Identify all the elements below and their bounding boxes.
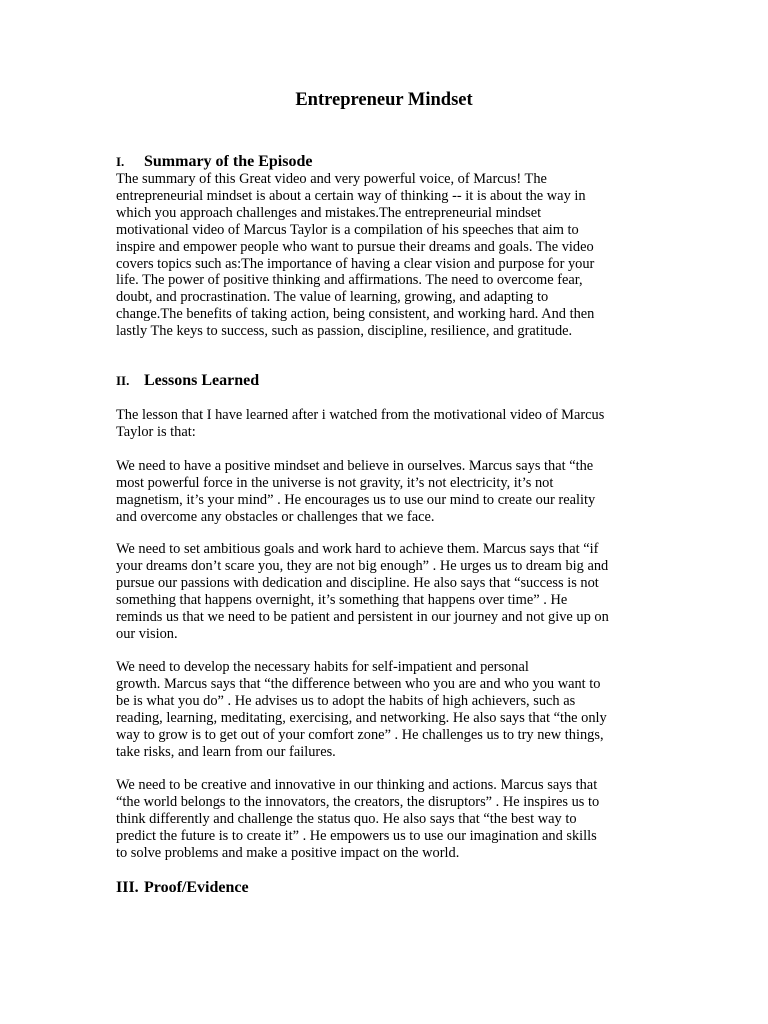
paragraph (116, 777, 652, 862)
body-line: We need to develop the necessary habits for self-impatient and personal (116, 659, 529, 675)
body-line: covers topics such as:The importance of having a clear vision and purpose for your (116, 255, 595, 272)
body-line: We need to be creative and innovative in our thinking and actions. Marcus says that (116, 777, 598, 793)
body-line: inspire and empower people who want to pursue their dreams and goals. The video (116, 238, 594, 255)
body-line: take risks, and learn from our failures. (116, 743, 336, 760)
body-line: think differently and challenge the status quo. He also says that “the best way to (116, 810, 577, 827)
body-line: reading, learning, meditating, exercising, and networking. He also says that “the only (116, 709, 607, 726)
document-title: Entrepreneur Mindset (295, 90, 473, 110)
section-3-number: III. (116, 879, 139, 896)
section-3-title: Proof/Evidence (144, 879, 249, 896)
body-line: reminds us that we need to be patient and persistent in our journey and not give up on (116, 608, 609, 625)
body-line: motivational video of Marcus Taylor is a compilation of his speeches that aim to (116, 221, 579, 238)
section-3-heading (116, 878, 249, 897)
section-1-title: Summary of the Episode (144, 153, 313, 170)
body-line: magnetism, it’s your mind” . He encourages us to use our mind to create our reality (116, 491, 596, 508)
body-line: something that happens overnight, it’s something that happens over time” . He (116, 591, 568, 608)
body-line: way to grow is to get out of your comfort zone” . He challenges us to try new things, (116, 726, 604, 743)
body-line: our vision. (116, 625, 178, 642)
section-2-title: Lessons Learned (144, 372, 260, 389)
body-line: life. The power of positive thinking and affirmations. The need to overcome fear, (116, 272, 583, 289)
body-line: most powerful force in the universe is not gravity, it’s not electricity, it’s not (116, 474, 554, 491)
body-line: doubt, and procrastination. The value of learning, growing, and adapting to (116, 289, 549, 306)
section-1-number: I. (116, 154, 125, 169)
section-2-number: II. (116, 373, 130, 388)
body-line: and overcome any obstacles or challenges that we face. (116, 508, 435, 525)
body-line: your dreams don’t scare you, they are not big enough” . He urges us to dream big and (116, 557, 609, 574)
body-line: We need to have a positive mindset and believe in ourselves. Marcus says that “the (116, 458, 594, 474)
body-line: change.The benefits of taking action, being consistent, and working hard. And then (116, 306, 595, 323)
paragraph (116, 407, 652, 441)
body-line: growth. Marcus says that “the difference between who you are and who you want to (116, 675, 601, 692)
body-line: We need to set ambitious goals and work hard to achieve them. Marcus says that “if (116, 541, 599, 557)
body-line: entrepreneurial mindset is about a certain way of thinking -- it is about the way in (116, 187, 586, 204)
body-line: pursue our passions with dedication and discipline. He also says that “success is not (116, 574, 599, 591)
section-2-heading (116, 371, 259, 390)
paragraph (116, 458, 652, 526)
body-line: Taylor is that: (116, 423, 196, 440)
paragraph (116, 659, 652, 760)
section-1-heading (116, 152, 312, 171)
body-line: be is what you do” . He advises us to adopt the habits of high achievers, such as (116, 692, 576, 709)
paragraph (116, 541, 652, 642)
body-line: to solve problems and make a positive impact on the world. (116, 844, 460, 861)
body-line: predict the future is to create it” . He empowers us to use our imagination and skills (116, 827, 597, 844)
body-line: lastly The keys to success, such as passion, discipline, resilience, and gratitude. (116, 323, 573, 340)
body-line: The lesson that I have learned after i watched from the motivational video of Marcus (116, 407, 605, 423)
body-line: The summary of this Great video and very powerful voice, of Marcus! The (116, 171, 547, 187)
body-line: “the world belongs to the innovators, the creators, the disruptors” . He inspires us to (116, 793, 600, 810)
section-1-body (116, 171, 652, 340)
body-line: which you approach challenges and mistakes.The entrepreneurial mindset (116, 204, 542, 221)
